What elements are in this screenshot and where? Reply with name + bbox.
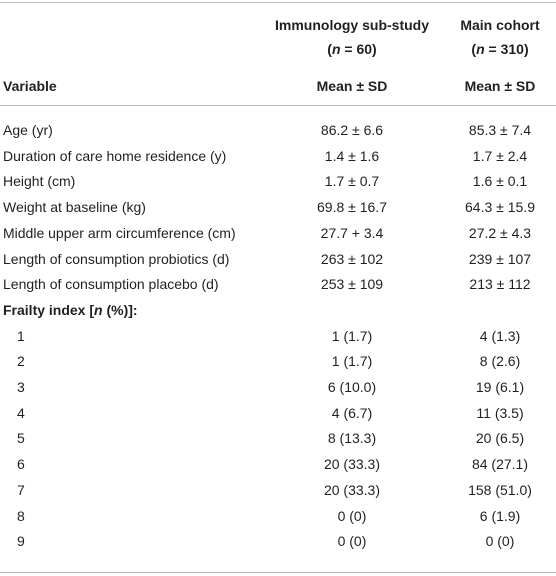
frailty-row-main-cohort-value: 84 (27.1) [471, 456, 529, 472]
row-label: Duration of care home residence (y) [3, 148, 227, 164]
col-main-cohort-n: (n = 310) [471, 41, 529, 57]
frailty-row-label: 7 [17, 482, 25, 498]
frailty-row-main-cohort-value: 4 (1.3) [479, 328, 521, 344]
frailty-row-main-cohort-value: 6 (1.9) [479, 508, 521, 524]
table-bottom-rule [0, 572, 556, 573]
row-label: Weight at baseline (kg) [3, 199, 146, 215]
frailty-row-label: 3 [17, 379, 25, 395]
row-label: Middle upper arm circumference (cm) [3, 225, 236, 241]
frailty-row-label: 4 [17, 405, 25, 421]
row-sub-study-value: 253 ± 109 [320, 276, 384, 292]
frailty-row-sub-study-value: 1 (1.7) [331, 353, 373, 369]
frailty-row-main-cohort-value: 20 (6.5) [475, 430, 525, 446]
frailty-row-sub-study-value: 0 (0) [337, 533, 367, 549]
col-sub-study-stat: Mean ± SD [316, 78, 388, 94]
frailty-row-main-cohort-value: 11 (3.5) [476, 405, 524, 421]
frailty-row-sub-study-value: 0 (0) [337, 508, 367, 524]
frailty-row-sub-study-value: 4 (6.7) [331, 405, 373, 421]
row-main-cohort-value: 1.6 ± 0.1 [472, 173, 528, 189]
frailty-row-main-cohort-value: 19 (6.1) [475, 379, 525, 395]
row-sub-study-value: 1.4 ± 1.6 [324, 148, 380, 164]
row-sub-study-value: 263 ± 102 [320, 251, 384, 267]
frailty-row-main-cohort-value: 8 (2.6) [479, 353, 521, 369]
frailty-row-label: 2 [17, 353, 25, 369]
frailty-row-sub-study-value: 20 (33.3) [323, 482, 381, 498]
frailty-row-sub-study-value: 1 (1.7) [331, 328, 373, 344]
col-main-cohort-stat: Mean ± SD [464, 78, 536, 94]
row-main-cohort-value: 64.3 ± 15.9 [465, 199, 535, 215]
frailty-row-label: 8 [17, 508, 25, 524]
frailty-row-sub-study-value: 6 (10.0) [327, 379, 377, 395]
frailty-row-sub-study-value: 8 (13.3) [327, 430, 377, 446]
row-main-cohort-value: 27.2 ± 4.3 [468, 225, 532, 241]
row-main-cohort-value: 85.3 ± 7.4 [468, 122, 532, 138]
frailty-row-label: 1 [17, 328, 25, 344]
row-label: Length of consumption placebo (d) [3, 276, 219, 292]
row-sub-study-value: 69.8 ± 16.7 [317, 199, 387, 215]
col-sub-study-n: (n = 60) [327, 41, 377, 57]
frailty-row-label: 5 [17, 430, 25, 446]
row-main-cohort-value: 213 ± 112 [469, 276, 531, 292]
row-label: Length of consumption probiotics (d) [3, 251, 230, 267]
frailty-row-main-cohort-value: 158 (51.0) [468, 482, 532, 498]
frailty-row-label: 6 [17, 456, 25, 472]
table-top-rule [0, 2, 556, 3]
header-bottom-rule [0, 105, 556, 106]
col-main-cohort-title: Main cohort [460, 17, 540, 33]
frailty-row-main-cohort-value: 0 (0) [485, 533, 515, 549]
frailty-index-heading: Frailty index [n (%)]: [3, 302, 138, 318]
row-main-cohort-value: 1.7 ± 2.4 [472, 148, 528, 164]
frailty-row-sub-study-value: 20 (33.3) [323, 456, 381, 472]
row-sub-study-value: 86.2 ± 6.6 [320, 122, 384, 138]
row-label: Age (yr) [3, 122, 53, 138]
col-sub-study-title: Immunology sub-study [275, 17, 429, 33]
row-label: Height (cm) [3, 173, 76, 189]
row-sub-study-value: 27.7 + 3.4 [320, 225, 384, 241]
row-main-cohort-value: 239 ± 107 [468, 251, 532, 267]
col-variable-header: Variable [3, 78, 57, 94]
row-sub-study-value: 1.7 ± 0.7 [324, 173, 380, 189]
frailty-row-label: 9 [17, 533, 25, 549]
